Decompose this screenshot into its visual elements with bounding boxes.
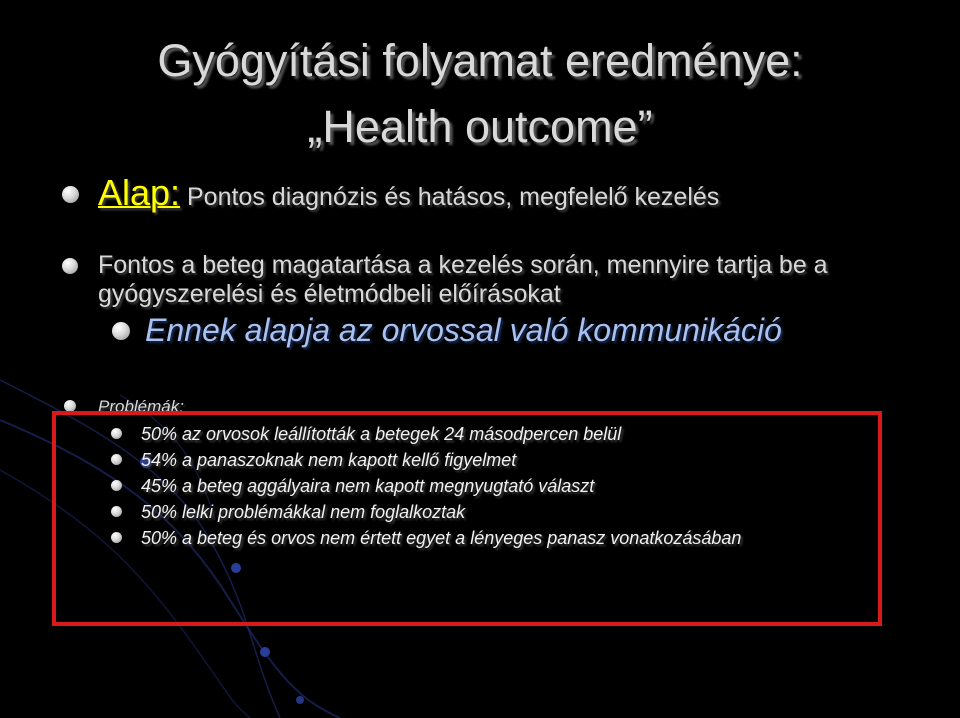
bullet-alap bbox=[98, 170, 719, 224]
fontos-line-1: Fontos a beteg magatartása a kezelés során, mennyire tartja be a bbox=[98, 251, 828, 279]
fontos-line-2: gyógyszerelési és életmódbeli előírásokat bbox=[98, 280, 561, 308]
problem-item: 50% lelki problémákkal nem foglalkoztak bbox=[141, 502, 466, 522]
decor-dot bbox=[260, 647, 270, 657]
title-line-1: Gyógyítási folyamat eredménye: bbox=[157, 35, 803, 86]
alap-label: Alap: bbox=[98, 172, 181, 213]
problem-item: 50% a beteg és orvos nem értett egyet a lényeges panasz vonatkozásában bbox=[141, 528, 742, 548]
bullet-fontos bbox=[98, 251, 828, 309]
problem-item: 54% a panaszoknak nem kapott kellő figyelmet bbox=[141, 450, 517, 470]
problemak-heading: Problémák: bbox=[98, 397, 184, 416]
bullet-ennek: Ennek alapja az orvossal való kommunikáció bbox=[145, 312, 782, 348]
bullet-icon bbox=[62, 186, 79, 203]
bullet-icon bbox=[112, 322, 130, 340]
alap-text: Pontos diagnózis és hatásos, megfelelő kezelés bbox=[180, 183, 720, 211]
decor-dot bbox=[296, 696, 304, 704]
problem-item: 50% az orvosok leállították a betegek 24 másodpercen belül bbox=[141, 424, 622, 444]
page-title bbox=[0, 28, 960, 160]
title-line-2: „Health outcome” bbox=[307, 101, 653, 152]
highlight-box bbox=[52, 411, 882, 626]
problem-item: 45% a beteg aggályaira nem kapott megnyugtató választ bbox=[141, 476, 595, 496]
bullet-icon bbox=[62, 258, 78, 274]
